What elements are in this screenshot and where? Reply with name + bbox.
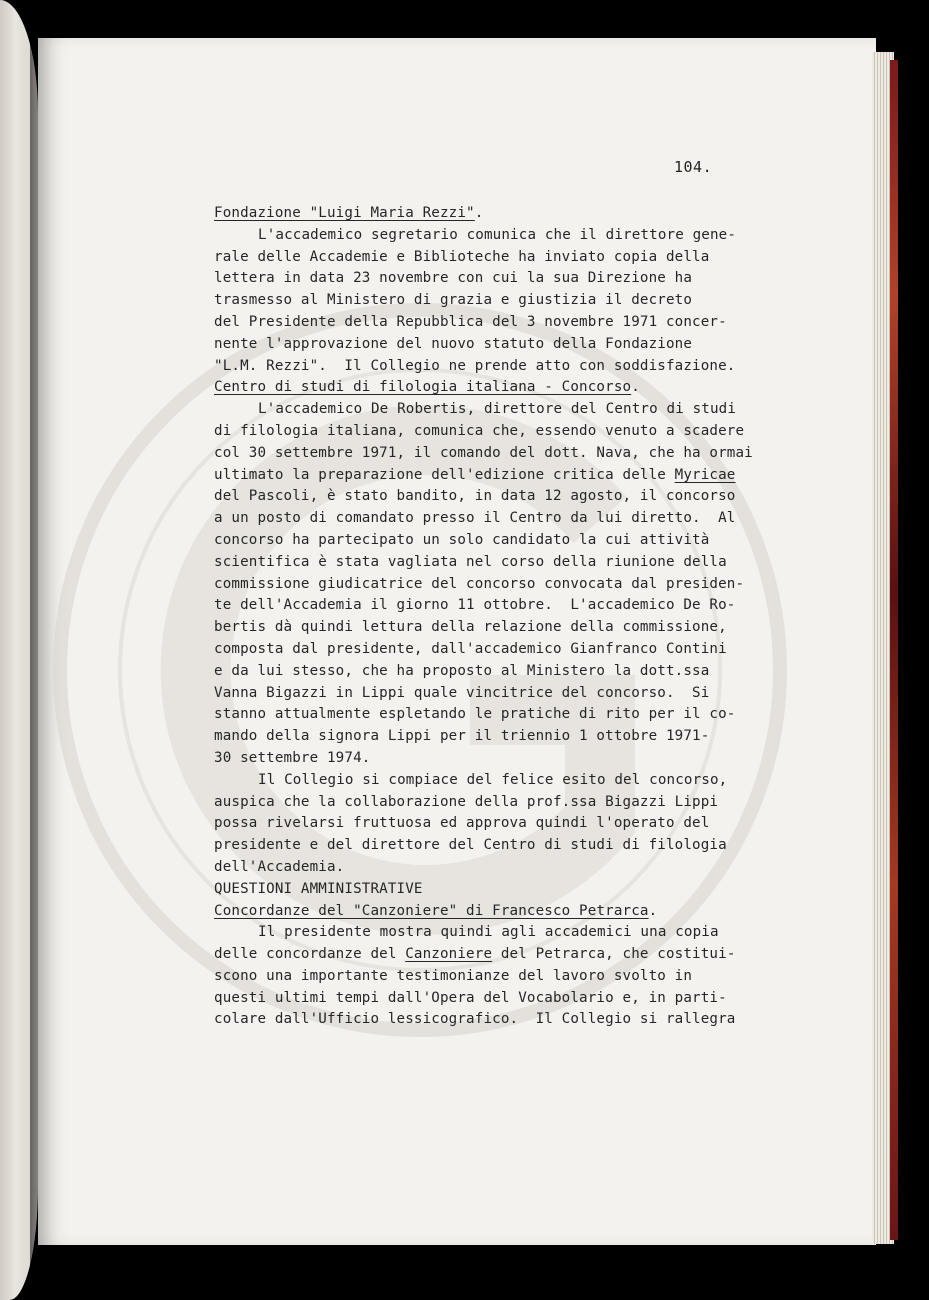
text-line: trasmesso al Ministero di grazia e giustizia il decreto: [214, 292, 693, 309]
text-line: commissione giudicatrice del concorso convocata dal presiden-: [214, 575, 745, 592]
text-line: composta dal presidente, dall'accademico Gianfranco Contini: [214, 640, 727, 657]
text-line: dell'Accademia.: [214, 858, 345, 875]
heading-fondazione-rezzi: Fondazione "Luigi Maria Rezzi".: [214, 205, 484, 221]
section-title: QUESTIONI AMMINISTRATIVE: [214, 880, 423, 897]
text-line: del Presidente della Repubblica del 3 novembre 1971 concer-: [214, 313, 727, 330]
text-line: rale delle Accademie e Biblioteche ha inviato copia della: [214, 248, 710, 265]
text-line: bertis dà quindi lettura della relazione della commissione,: [214, 619, 727, 636]
text-line: 30 settembre 1974.: [214, 749, 371, 766]
heading-centro-studi-concorso: Centro di studi di filologia italiana - Concorso.: [214, 379, 640, 396]
page-number: 104.: [674, 158, 713, 176]
text-line: te dell'Accademia il giorno 11 ottobre. L'accademico De Ro-: [214, 597, 736, 614]
text-line: Il presidente mostra quindi agli accademici una copia: [258, 924, 719, 941]
myricae-title: Myricae: [674, 466, 736, 483]
text-line: colare dall'Ufficio lessicografico. Il Collegio si rallegra: [214, 1011, 736, 1028]
text-line: nente l'approvazione del nuovo statuto della Fondazione: [214, 335, 693, 352]
text-line: "L.M. Rezzi". Il Collegio ne prende atto con soddisfazione.: [214, 357, 736, 374]
text-line: presidente e del direttore del Centro di studi di filologia: [214, 837, 727, 854]
canzoniere-title: Canzoniere: [405, 946, 493, 963]
text-line: L'accademico De Robertis, direttore del Centro di studi: [258, 401, 737, 418]
text-line: stanno attualmente espletando le pratiche di rito per il co-: [214, 706, 736, 723]
text-line: concorso ha partecipato un solo candidato la cui attività: [214, 531, 710, 548]
text-line: possa rivelarsi fruttuosa ed approva quindi l'operato del: [214, 815, 710, 832]
text-line: del Pascoli, è stato bandito, in data 12 agosto, il concorso: [214, 488, 736, 505]
text-line: auspica che la collaborazione della prof.ssa Bigazzi Lippi: [214, 793, 719, 810]
document-body: [214, 203, 774, 1031]
text-line: di filologia italiana, comunica che, essendo venuto a scadere: [214, 422, 745, 439]
text-line: scono una importante testimonianze del lavoro svolto in: [214, 967, 693, 984]
text-line: mando della signora Lippi per il triennio 1 ottobre 1971-: [214, 728, 710, 745]
text-line: Vanna Bigazzi in Lippi quale vincitrice del concorso. Si: [214, 684, 710, 701]
marbled-cover-edge: [890, 60, 898, 1240]
text-line: scientifica è stata vagliata nel corso della riunione della: [214, 553, 727, 570]
text-line: e da lui stesso, che ha proposto al Ministero la dott.ssa: [214, 662, 710, 679]
text-line: col 30 settembre 1971, il comando del dott. Nava, che ha ormai: [214, 444, 753, 461]
text-line: a un posto di comandato presso il Centro da lui diretto. Al: [214, 510, 736, 527]
text-line: L'accademico segretario comunica che il direttore gene-: [258, 226, 737, 243]
text-line: Il Collegio si compiace del felice esito del concorso,: [258, 771, 728, 788]
text-line: ultimato la preparazione dell'edizione critica delle Myricae: [214, 466, 736, 483]
text-line: questi ultimi tempi dall'Opera del Vocabolario e, in parti-: [214, 989, 727, 1006]
text-line: lettera in data 23 novembre con cui la sua Direzione ha: [214, 270, 693, 287]
text-line: delle concordanze del Canzoniere del Petrarca, che costitui-: [214, 946, 736, 963]
heading-concordanze-canzoniere: Concordanze del "Canzoniere" di Francesco Petrarca.: [214, 902, 658, 919]
